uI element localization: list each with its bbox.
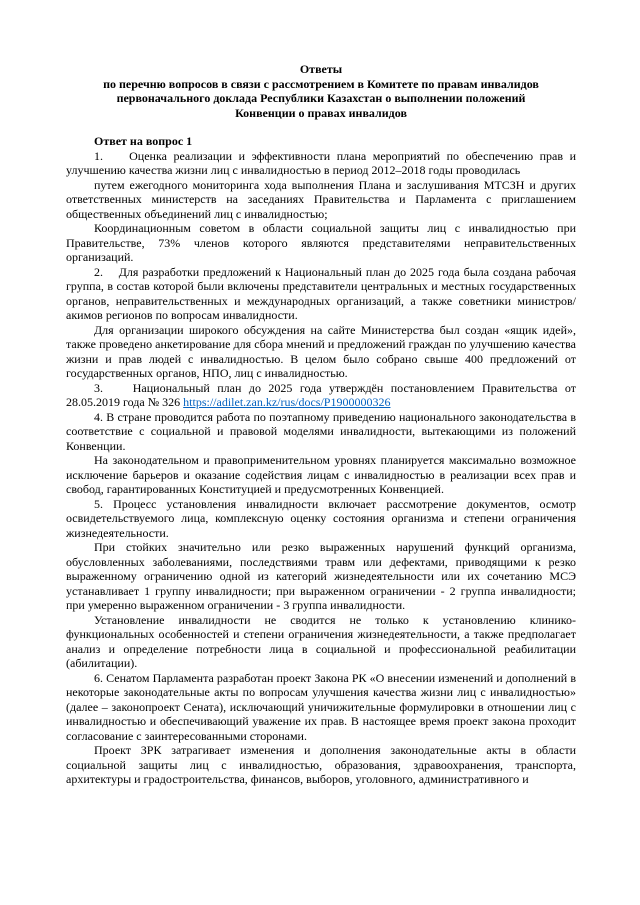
paragraph-3-text: 3. Национальный план до 2025 года утверждён постановлением Правительства от 28.05.2019 года № 326 xyxy=(66,380,576,409)
paragraph-5-sub-establishment: Установление инвалидности не сводится не только к установлению клинико-функциональных особенностей и степени ограничения жизнедеятельности, а также предполагает анализ и определение потребности лица в социальной и профессиональной реабилитации (абилитации). xyxy=(66,612,576,670)
paragraph-6-item: 6. Сенатом Парламента разработан проект Закона РК «О внесении изменений и дополнений в некоторые законодательные акты по вопросам улучшения качества жизни лиц с инвалидностью» (далее – законопроект Сената), исключающий уничижительные формулировки в отношении лиц с инвалидностью и обеспечивающий уважение их прав. В настоящее время проект закона проходит согласование с заинтересованными сторонами. xyxy=(66,670,576,743)
paragraph-1-sub-council: Координационным советом в области социальной защиты лиц с инвалидностью при Правительстве, 73% членов которого являются представителями неправительственных организаций. xyxy=(66,221,576,264)
title-line-1: Ответы xyxy=(299,62,343,76)
paragraph-1-item: 1. Оценка реализации и эффективности плана мероприятий по обеспечению прав и улучшению качества жизни лиц с инвалидностью в период 2012–2018 годы проводилась xyxy=(66,148,576,177)
paragraph-4-item: 4. В стране проводится работа по поэтапному приведению национального законодательства в соответствие с социальной и правовой моделями инвалидности, вытекающими из положений Конвенции. xyxy=(66,409,576,453)
paragraph-2-sub-ideas-box: Для организации широкого обсуждения на сайте Министерства был создан «ящик идей», также проведено анкетирование для сбора мнений и предложений граждан по улучшению качества жизни и прав людей с инвалидностью. В целом было собрано свыше 400 предложений от государственных органов, НПО, лиц с инвалидностью. xyxy=(66,322,576,380)
title-line-3: первоначального доклада Республики Казахстан о выполнении положений xyxy=(116,91,526,105)
paragraph-6-sub-draft-law: Проект ЗРК затрагивает изменения и дополнения законодательные акты в области социальной защиты лиц с инвалидностью, образования, здравоохранения, транспорта, архитектуры и градостроительства, финансов, выборов, уголовного, административного и xyxy=(66,743,576,786)
paragraph-5-item: 5. Процесс установления инвалидности включает рассмотрение документов, осмотр освидетельствуемого лица, комплексную оценку состояния организма и степени ограничения жизнедеятельности. xyxy=(66,496,576,540)
title-line-4: Конвенции о правах инвалидов xyxy=(235,105,407,120)
paragraph-3-item-with-link xyxy=(66,381,576,410)
adilet-zan-link[interactable]: https://adilet.zan.kz/rus/docs/P1900000326 xyxy=(183,395,391,409)
title-line-2: по перечню вопросов в связи с рассмотрением в Комитете по правам инвалидов xyxy=(103,76,539,91)
document-title xyxy=(66,62,576,120)
paragraph-1-sub-monitoring: путем ежегодного мониторинга хода выполнения Плана и заслушивания МТСЗН и других ответственных министерств на заседаниях Правительства и Парламента с приглашением общественных объединений лиц с инвалидностью; xyxy=(66,177,576,221)
paragraph-5-sub-groups: При стойких значительно или резко выраженных нарушений функций организма, обусловленных заболеваниями, последствиями травм или дефектами, приводящими к резко выраженному ограничению одной из категорий жизнедеятельности или их сочетанию МСЭ устанавливает 1 группу инвалидности; при выраженном ограничении - 2 группа инвалидности; при умеренно выраженном ограничении - 3 группа инвалидности. xyxy=(66,540,576,612)
paragraph-4-sub-legislative: На законодательном и правоприменительном уровнях планируется максимально возможное исключение барьеров и оказание содействия лицам с инвалидностью в реализации всех прав и свобод, гарантированных Конституцией и предусмотренных Конвенцией. xyxy=(66,453,576,496)
paragraph-2-item: 2. Для разработки предложений к Национальный план до 2025 года была создана рабочая группа, в состав которой были включены представители центральных и местных государственных органов, неправительственных и международных организаций, а также советники министров/акимов регионов по вопросам инвалидности. xyxy=(66,264,576,322)
title-gap xyxy=(66,120,576,134)
section-heading-answer-1: Ответ на вопрос 1 xyxy=(94,134,193,148)
